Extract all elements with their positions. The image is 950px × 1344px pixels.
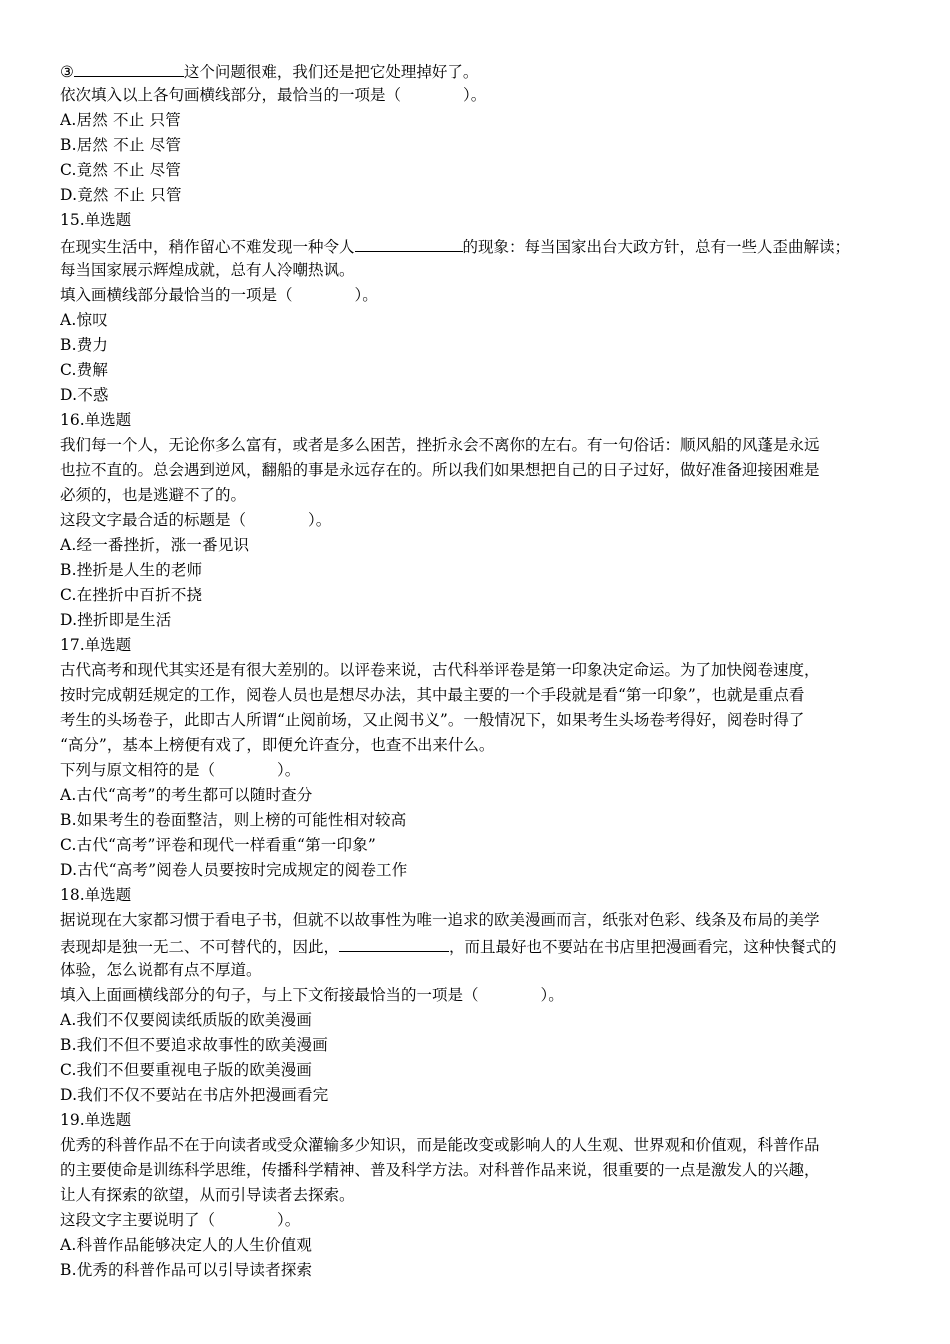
q18-paragraph-line-2	[60, 933, 896, 958]
q15-header: 15.单选题	[60, 211, 132, 229]
q14-item-3	[60, 58, 896, 83]
q18-prompt	[60, 983, 896, 1008]
item-number: ③	[60, 63, 74, 81]
q16-option-d: D.挫折即是生活	[60, 611, 172, 629]
q16-prompt	[60, 508, 896, 533]
q15-option-d: D.不惑	[60, 386, 109, 404]
q16-option-a: A.经一番挫折，涨一番见识	[60, 536, 250, 554]
q15-option-a: A.惊叹	[60, 311, 108, 329]
q14-option-d: D.竟然 不止 只管	[60, 186, 182, 204]
q17-header: 17.单选题	[60, 636, 132, 654]
q16-header: 16.单选题	[60, 411, 132, 429]
prompt-text-end: ）。	[354, 286, 378, 304]
paragraph-text: 表现却是独一无二、不可替代的，因此，	[60, 938, 340, 956]
q19-paragraph-line-3: 让人有探索的欲望，从而引导读者去探索。	[60, 1186, 355, 1204]
q14-option-c: C.竟然 不止 尽管	[60, 161, 182, 179]
q16-paragraph-line-3: 必须的，也是逃避不了的。	[60, 486, 247, 504]
q17-paragraph-line-3: 考生的头场卷子，此即古人所谓“止阅前场，又止阅书义”。一般情况下，如果考生头场卷考得好，阅卷时得了	[60, 711, 805, 729]
q19-prompt	[60, 1208, 896, 1233]
q15-option-b: B.费力	[60, 336, 109, 354]
prompt-text: 依次填入以上各句画横线部分，最恰当的一项是（	[60, 86, 402, 104]
q16-option-b: B.挫折是人生的老师	[60, 561, 203, 579]
q18-header: 18.单选题	[60, 886, 132, 904]
q16-paragraph-line-2: 也拉不直的。总会遇到逆风，翻船的事是永远存在的。所以我们如果想把自己的日子过好，做好准备迎接困难是	[60, 461, 820, 479]
q17-prompt	[60, 758, 896, 783]
q14-option-a: A.居然 不止 只管	[60, 111, 181, 129]
prompt-text: 下列与原文相符的是（	[60, 761, 216, 779]
q15-paragraph-line-2: 每当国家展示辉煌成就，总有人冷嘲热讽。	[60, 261, 355, 279]
q14-option-b: B.居然 不止 尽管	[60, 136, 182, 154]
paragraph-text: 在现实生活中，稍作留心不难发现一种令人	[60, 238, 355, 256]
q14-prompt	[60, 83, 896, 108]
paragraph-text: 的现象：每当国家出台大政方针，总有一些人歪曲解读；	[462, 238, 851, 256]
q15-prompt	[60, 283, 896, 308]
q17-option-d: D.古代“高考”阅卷人员要按时完成规定的阅卷工作	[60, 861, 408, 879]
prompt-text-end: ）。	[540, 986, 564, 1004]
prompt-text: 填入画横线部分最恰当的一项是（	[60, 286, 293, 304]
q17-option-c: C.古代“高考”评卷和现代一样看重“第一印象”	[60, 836, 377, 854]
answer-blank	[355, 233, 463, 252]
prompt-text-end: ）。	[308, 511, 332, 529]
item-text: 这个问题很难，我们还是把它处理掉好了。	[183, 63, 479, 81]
q18-option-b: B.我们不但不要追求故事性的欧美漫画	[60, 1036, 328, 1054]
q18-option-d: D.我们不仅不要站在书店外把漫画看完	[60, 1086, 329, 1104]
q19-header: 19.单选题	[60, 1111, 132, 1129]
q15-paragraph-line-1	[60, 233, 896, 258]
q18-paragraph-line-1: 据说现在大家都习惯于看电子书，但就不以故事性为唯一追求的欧美漫画而言，纸张对色彩、线条及布局的美学	[60, 911, 820, 929]
q19-paragraph-line-2: 的主要使命是训练科学思维，传播科学精神、普及科学方法。对科普作品来说，很重要的一点是激发人的兴趣，	[60, 1161, 820, 1179]
q19-paragraph-line-1: 优秀的科普作品不在于向读者或受众灌输多少知识，而是能改变或影响人的人生观、世界观和价值观，科普作品	[60, 1136, 820, 1154]
q17-option-a: A.古代“高考”的考生都可以随时查分	[60, 786, 313, 804]
answer-blank	[74, 58, 184, 77]
q19-option-b: B.优秀的科普作品可以引导读者探索	[60, 1261, 313, 1279]
q17-paragraph-line-2: 按时完成朝廷规定的工作，阅卷人员也是想尽办法，其中最主要的一个手段就是看“第一印象”，也就是重点看	[60, 686, 805, 704]
q18-option-c: C.我们不但要重视电子版的欧美漫画	[60, 1061, 313, 1079]
q16-paragraph-line-1: 我们每一个人，无论你多么富有，或者是多么困苦，挫折永会不离你的左右。有一句俗话：顺风船的风蓬是永远	[60, 436, 820, 454]
q18-paragraph-line-3: 体验，怎么说都有点不厚道。	[60, 961, 262, 979]
prompt-text-end: ）。	[277, 1211, 301, 1229]
q16-option-c: C.在挫折中百折不挠	[60, 586, 203, 604]
q18-option-a: A.我们不仅要阅读纸质版的欧美漫画	[60, 1011, 313, 1029]
prompt-text: 填入上面画横线部分的句子，与上下文衔接最恰当的一项是（	[60, 986, 479, 1004]
answer-blank	[339, 933, 449, 952]
prompt-text: 这段文字主要说明了（	[60, 1211, 216, 1229]
prompt-text: 这段文字最合适的标题是（	[60, 511, 247, 529]
paragraph-text: ，而且最好也不要站在书店里把漫画看完，这种快餐式的	[449, 938, 837, 956]
q17-paragraph-line-1: 古代高考和现代其实还是有很大差别的。以评卷来说，古代科举评卷是第一印象决定命运。为了加快阅卷速度，	[60, 661, 820, 679]
prompt-text-end: ）。	[277, 761, 301, 779]
q15-option-c: C.费解	[60, 361, 109, 379]
q17-paragraph-line-4: “高分”，基本上榜便有戏了，即便允许查分，也查不出来什么。	[60, 736, 495, 754]
q19-option-a: A.科普作品能够决定人的人生价值观	[60, 1236, 313, 1254]
q17-option-b: B.如果考生的卷面整洁，则上榜的可能性相对较高	[60, 811, 407, 829]
prompt-text-end: ）。	[463, 86, 487, 104]
